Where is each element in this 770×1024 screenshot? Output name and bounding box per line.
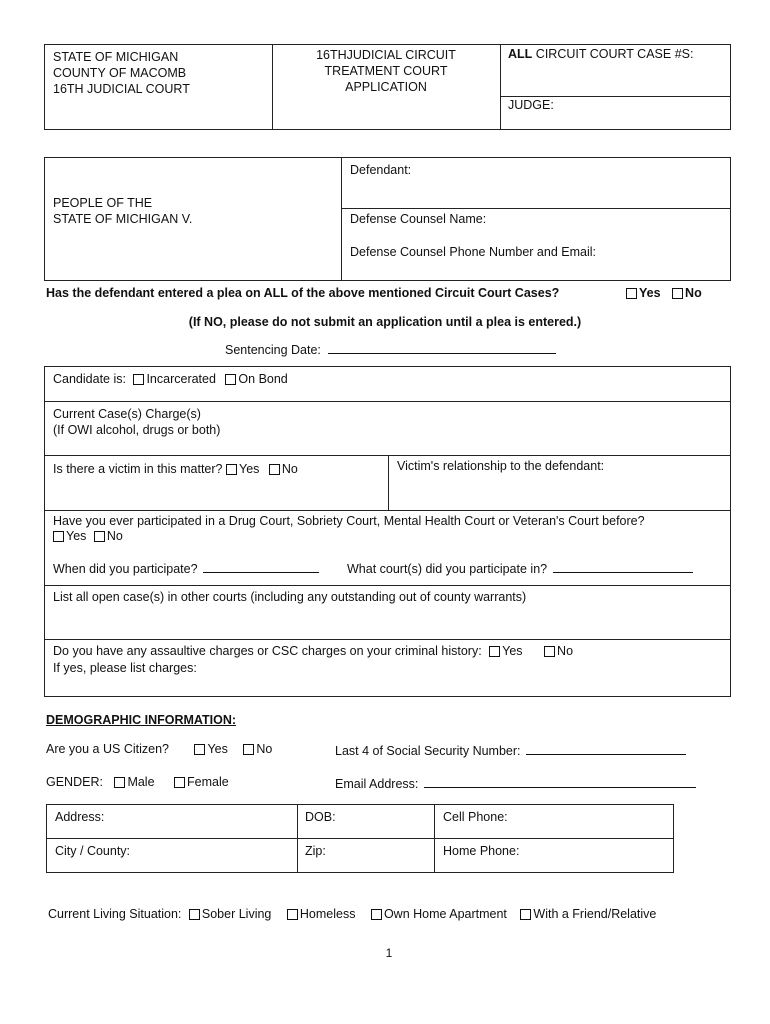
application-title: 16THJUDICIAL CIRCUIT TREATMENT COURT APPLICATION bbox=[316, 48, 456, 94]
row-divider bbox=[44, 401, 731, 402]
friend-relative-checkbox[interactable] bbox=[520, 909, 531, 920]
participation-when: When did you participate? bbox=[53, 560, 319, 576]
incarcerated-checkbox[interactable] bbox=[133, 374, 144, 385]
dob-label[interactable]: DOB: bbox=[305, 810, 336, 824]
participation-when-field[interactable] bbox=[203, 560, 319, 573]
sentencing-date: Sentencing Date: bbox=[225, 341, 556, 357]
plea-no-checkbox[interactable] bbox=[672, 288, 683, 299]
plea-note: (If NO, please do not submit an application until a plea is entered.) bbox=[188, 315, 582, 329]
defendant-divider bbox=[341, 208, 731, 209]
citizen-question: Are you a US Citizen? Yes No bbox=[46, 742, 273, 756]
city-county-label[interactable]: City / County: bbox=[55, 844, 131, 858]
on-bond-checkbox[interactable] bbox=[225, 374, 236, 385]
victim-yes-checkbox[interactable] bbox=[226, 464, 237, 475]
charges-label[interactable]: Current Case(s) Charge(s) (If OWI alcohol, drugs or both) bbox=[53, 407, 221, 437]
row-divider bbox=[44, 639, 731, 640]
participation-what: What court(s) did you participate in? bbox=[347, 560, 693, 576]
gender-question: GENDER: Male Female bbox=[46, 775, 229, 789]
page-number: 1 bbox=[385, 946, 393, 960]
victim-relationship-label[interactable]: Victim's relationship to the defendant: bbox=[397, 459, 605, 473]
demographic-heading: DEMOGRAPHIC INFORMATION: bbox=[46, 713, 237, 727]
zip-label[interactable]: Zip: bbox=[305, 844, 326, 858]
assault-yes-checkbox[interactable] bbox=[489, 646, 500, 657]
people-label: PEOPLE OF THE STATE OF MICHIGAN V. bbox=[53, 196, 193, 226]
living-situation: Current Living Situation: Sober Living Homeless Own Home Apartment With a Friend/Relative bbox=[48, 907, 657, 921]
prior-no-checkbox[interactable] bbox=[94, 531, 105, 542]
court-block: STATE OF MICHIGAN COUNTY OF MACOMB 16TH JUDICIAL COURT bbox=[53, 50, 190, 96]
victim-no-checkbox[interactable] bbox=[269, 464, 280, 475]
assault-list-label[interactable]: If yes, please list charges: bbox=[53, 661, 197, 675]
citizen-no-checkbox[interactable] bbox=[243, 744, 254, 755]
counsel-contact-label[interactable]: Defense Counsel Phone Number and Email: bbox=[350, 245, 596, 259]
victim-divider bbox=[388, 455, 389, 510]
female-checkbox[interactable] bbox=[174, 777, 185, 788]
row-divider bbox=[44, 585, 731, 586]
plea-question: Has the defendant entered a plea on ALL of the above mentioned Circuit Court Cases? bbox=[46, 286, 560, 300]
case-number-label[interactable]: ALL CIRCUIT COURT CASE #S: bbox=[508, 47, 694, 61]
defendant-label[interactable]: Defendant: bbox=[350, 163, 412, 177]
address-col-divider bbox=[434, 804, 435, 873]
male-checkbox[interactable] bbox=[114, 777, 125, 788]
row-divider bbox=[44, 510, 731, 511]
participation-what-field[interactable] bbox=[553, 560, 693, 573]
address-col-divider bbox=[297, 804, 298, 873]
prior-yes-checkbox[interactable] bbox=[53, 531, 64, 542]
prior-court-question: Have you ever participated in a Drug Court, Sobriety Court, Mental Health Court or Veteran's Court before? bbox=[53, 514, 645, 528]
home-phone-label[interactable]: Home Phone: bbox=[443, 844, 520, 858]
email-field-row: Email Address: bbox=[335, 775, 696, 791]
header-divider-judge bbox=[500, 96, 731, 97]
prior-court-options: Yes No bbox=[53, 529, 123, 543]
address-row-divider bbox=[46, 838, 674, 839]
assault-question: Do you have any assaultive charges or CSC charges on your criminal history: Yes No bbox=[53, 644, 574, 658]
parties-divider bbox=[341, 157, 342, 281]
cell-phone-label[interactable]: Cell Phone: bbox=[443, 810, 508, 824]
email-field[interactable] bbox=[424, 775, 696, 788]
homeless-checkbox[interactable] bbox=[287, 909, 298, 920]
citizen-yes-checkbox[interactable] bbox=[194, 744, 205, 755]
ssn-field[interactable] bbox=[526, 742, 686, 755]
header-divider-2 bbox=[500, 44, 501, 130]
open-cases-label[interactable]: List all open case(s) in other courts (including any outstanding out of county warrants) bbox=[53, 590, 527, 604]
assault-no-checkbox[interactable] bbox=[544, 646, 555, 657]
victim-question: Is there a victim in this matter? Yes No bbox=[53, 462, 298, 476]
ssn-field-row: Last 4 of Social Security Number: bbox=[335, 742, 686, 758]
candidate-status: Candidate is: Incarcerated On Bond bbox=[53, 372, 288, 386]
address-label[interactable]: Address: bbox=[55, 810, 105, 824]
sober-living-checkbox[interactable] bbox=[189, 909, 200, 920]
judge-label[interactable]: JUDGE: bbox=[508, 98, 554, 112]
plea-yes-checkbox[interactable] bbox=[626, 288, 637, 299]
own-home-checkbox[interactable] bbox=[371, 909, 382, 920]
sentencing-date-field[interactable] bbox=[328, 341, 556, 354]
plea-options: Yes No bbox=[626, 286, 702, 300]
counsel-name-label[interactable]: Defense Counsel Name: bbox=[350, 212, 487, 226]
